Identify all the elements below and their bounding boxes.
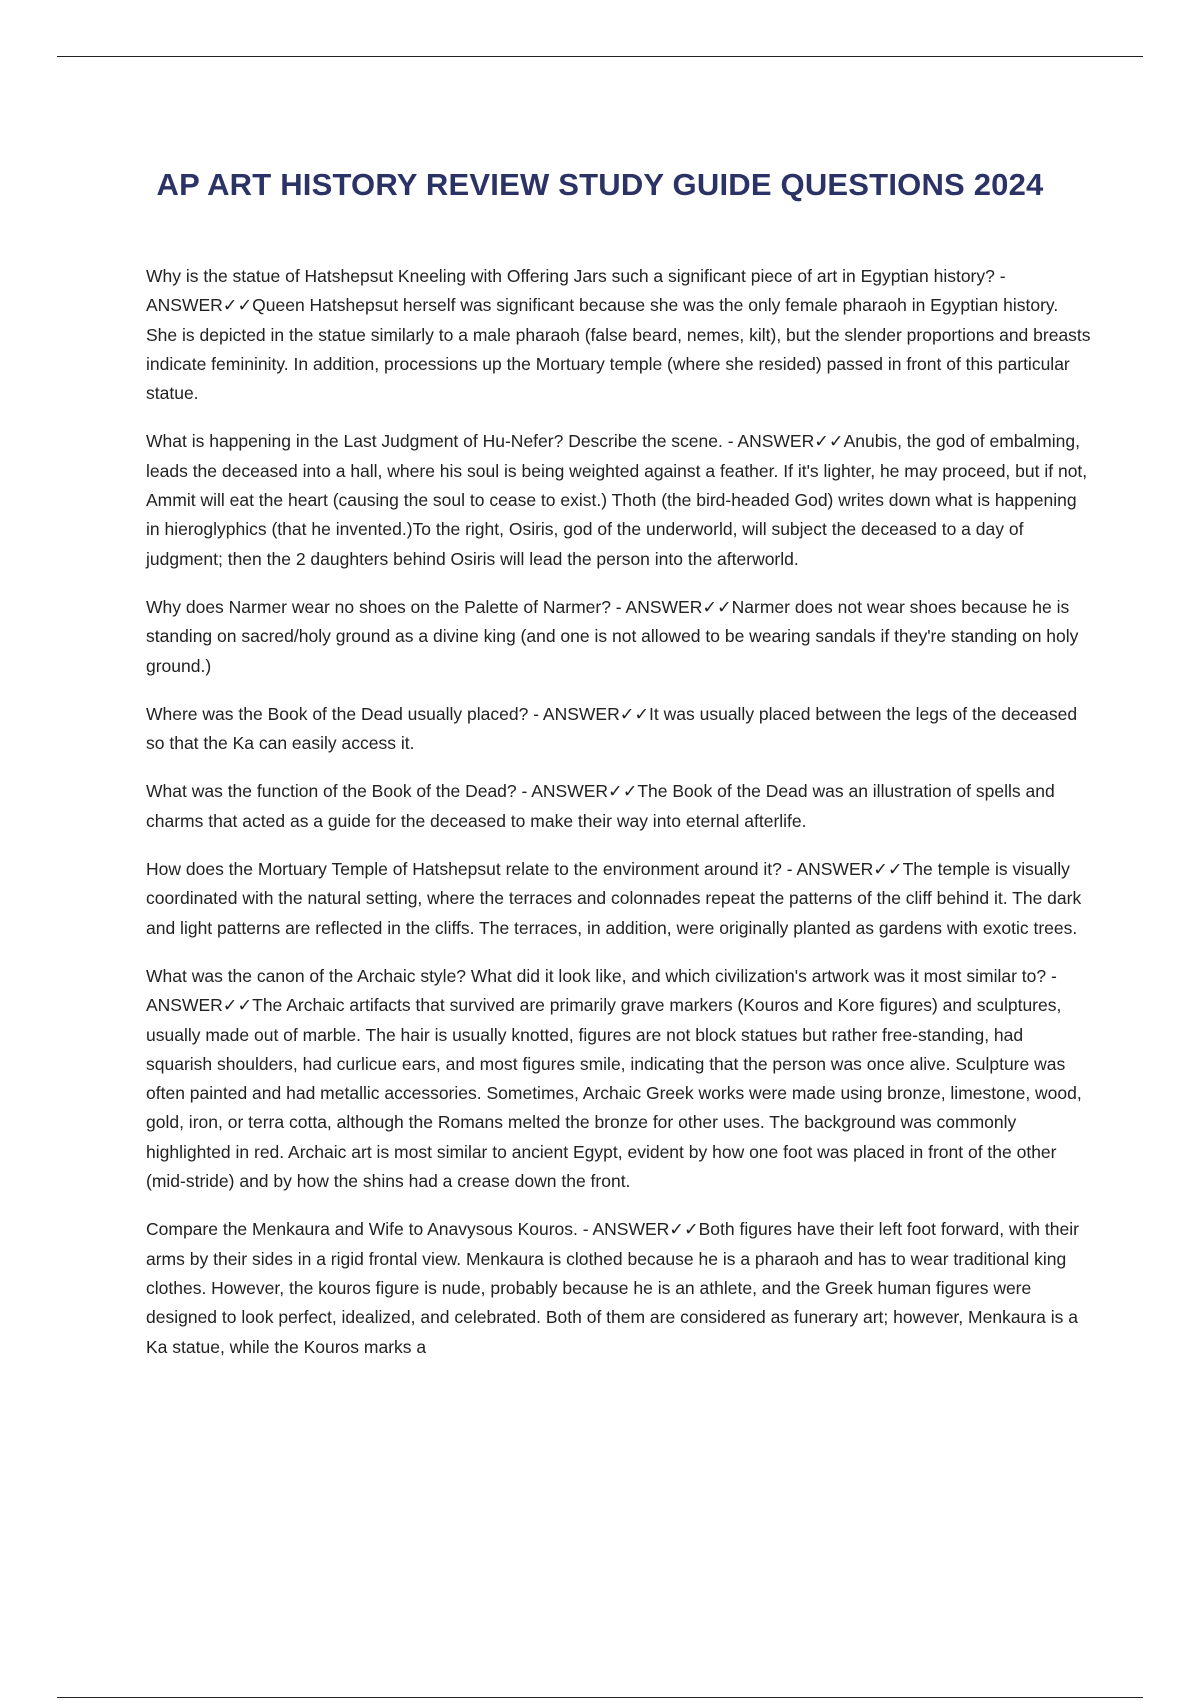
footer-rule	[57, 1697, 1143, 1698]
header-rule	[57, 56, 1143, 57]
qa-paragraph: Why does Narmer wear no shoes on the Palette of Narmer? - ANSWER✓✓Narmer does not wear shoes because he is standing on sacred/holy ground as a divine king (and one is not allowed to be wearing sandals if they're standing on holy ground.)	[146, 596, 1079, 676]
qa-paragraph: How does the Mortuary Temple of Hatshepsut relate to the environment around it? - ANSWER✓✓The temple is visually coordinated with the natural setting, where the terraces and colonnades repeat the patterns of the cliff behind it. The dark and light patterns are reflected in the cliffs. The terraces, in addition, were originally planted as gardens with exotic trees.	[146, 859, 1082, 938]
qa-paragraph: What is happening in the Last Judgment of Hu-Nefer? Describe the scene. - ANSWER✓✓Anubis, the god of embalming, leads the deceased into a hall, where his soul is being weighted against a feather. If it's lighter, he may proceed, but if not, Ammit will eat the heart (causing the soul to cease to exist.) Thoth (the bird-headed God) writes down what is happening in hieroglyphics (that he invented.)To the right, Osiris, god of the underworld, will subject the deceased to a day of judgment; then the 2 daughters behind Osiris will lead the person into the afterworld.	[146, 431, 1088, 569]
qa-paragraph: Where was the Book of the Dead usually placed? - ANSWER✓✓It was usually placed between the legs of the deceased so that the Ka can easily access it.	[146, 703, 1078, 754]
qa-paragraph: Compare the Menkaura and Wife to Anavysous Kouros. - ANSWER✓✓Both figures have their left foot forward, with their arms by their sides in a rigid frontal view. Menkaura is clothed because he is a pharaoh and has to wear traditional king clothes. However, the kouros figure is nude, probably because he is an athlete, and the Greek human figures were designed to look perfect, idealized, and celebrated. Both of them are considered as funerary art; however, Menkaura is a Ka statue, while the Kouros marks a	[146, 1219, 1079, 1357]
document-body	[146, 262, 1092, 1381]
qa-paragraph: What was the function of the Book of the Dead? - ANSWER✓✓The Book of the Dead was an illustration of spells and charms that acted as a guide for the deceased to make their way into eternal afterlife.	[146, 781, 1055, 831]
document-title: AP ART HISTORY REVIEW STUDY GUIDE QUESTIONS 2024	[156, 166, 1044, 202]
qa-paragraph: Why is the statue of Hatshepsut Kneeling with Offering Jars such a significant piece of art in Egyptian history? - ANSWER✓✓Queen Hatshepsut herself was significant because she was the only female pharaoh in Egyptian history. She is depicted in the statue similarly to a male pharaoh (false beard, nemes, kilt), but the slender proportions and breasts indicate femininity. In addition, processions up the Mortuary temple (where she resided) passed in front of this particular statue.	[146, 266, 1091, 404]
qa-paragraph: What was the canon of the Archaic style? What did it look like, and which civilization's artwork was it most similar to? - ANSWER✓✓The Archaic artifacts that survived are primarily grave markers (Kouros and Kore figures) and sculptures, usually made out of marble. The hair is usually knotted, figures are not block statues but rather free-standing, had squarish shoulders, had curlicue ears, and most figures smile, indicating that the person was once alive. Sculpture was often painted and had metallic accessories. Sometimes, Archaic Greek works were made using bronze, limestone, wood, gold, iron, or terra cotta, although the Romans melted the bronze for other uses. The background was commonly highlighted in red. Archaic art is most similar to ancient Egypt, evident by how one foot was placed in front of the other (mid-stride) and by how the shins had a crease down the front.	[146, 965, 1082, 1192]
